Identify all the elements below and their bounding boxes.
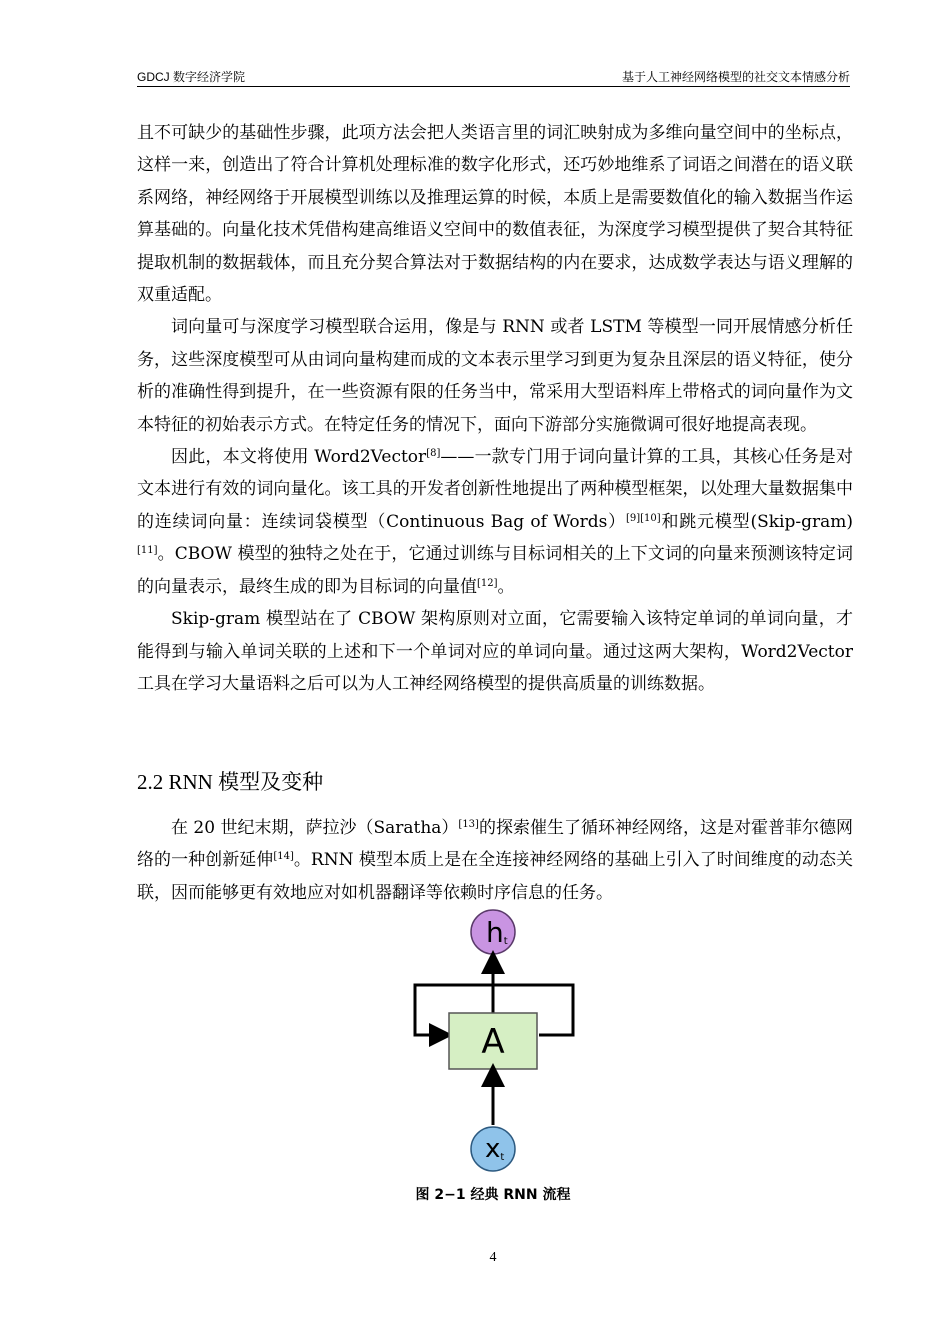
p3-text-b: ——一款专门用于词向量计算的工具，其核心任务是对文本进行有效的词向量化。该工具的开发者创新性地提出了两种模型框架，以处理大量数据集中的连续词向量：连续词袋模型（Continuous Bag of Words） xyxy=(137,447,854,532)
header-right: 基于人工神经网络模型的社交文本情感分析 xyxy=(621,70,850,84)
citation: [9][10] xyxy=(625,512,661,524)
p3-text-e: 。 xyxy=(497,576,515,597)
s-text-c: 。RNN 模型本质上是在全连接神经网络的基础上引入了时间维度的动态关联，因而能够更有效地应对如机器翻译等依赖时序信息的任务。 xyxy=(137,850,854,903)
citation: [11] xyxy=(137,545,158,557)
citation: [14] xyxy=(273,851,294,863)
citation: [8] xyxy=(426,448,441,460)
s-text-a: 在 20 世纪末期，萨拉沙（Saratha） xyxy=(171,818,459,838)
figure-caption: 图 2−1 经典 RNN 流程 xyxy=(415,1187,571,1203)
cell-label: A xyxy=(481,1022,505,1062)
body-text xyxy=(137,117,853,700)
p3-text-c: 和跳元模型(Skip-gram) xyxy=(660,511,853,532)
header-left: GDCJ 数字经济学院 xyxy=(137,70,246,84)
paragraph-4: Skip-gram 模型站在了 CBOW 架构原则对立面，它需要输入该特定单词的单词向量，才能得到与输入单词关联的上述和下一个单词对应的单词向量。通过这两大架构，Word2Vector 工具在学习大量语料之后可以为人工神经网络模型的提供高质量的训练数据。 xyxy=(137,609,853,694)
paragraph-3 xyxy=(137,441,853,603)
citation: [13] xyxy=(458,819,479,830)
s-text-b: 的探索催生了循环神经网络，这是对霍普菲尔德网络的一种创新延伸 xyxy=(137,818,853,871)
page-header xyxy=(137,66,850,87)
section-body xyxy=(137,812,853,909)
input-label: xt xyxy=(485,1134,505,1164)
section-paragraph-1 xyxy=(137,812,853,909)
page-number: 4 xyxy=(489,1250,497,1265)
paragraph-2: 词向量可与深度学习模型联合运用，像是与 RNN 或者 LSTM 等模型一同开展情感分析任务，这些深度模型可从由词向量构建而成的文本表示里学习到更为复杂且深层的语义特征，使分析的准确性得到提升，在一些资源有限的任务当中，常采用大型语料库上带格式的词向量作为文本特征的初始表示方式。在特定任务的情况下，面向下游部分实施微调可很好地提高表现。 xyxy=(137,317,853,435)
rnn-figure xyxy=(405,905,585,1177)
section-heading: 2.2 RNN 模型及变种 xyxy=(137,770,324,794)
output-label: ht xyxy=(486,916,508,949)
paragraph-1: 且不可缺少的基础性步骤，此项方法会把人类语言里的词汇映射成为多维向量空间中的坐标点，这样一来，创造出了符合计算机处理标准的数字化形式，还巧妙地维系了词语之间潜在的语义联系网络，神经网络于开展模型训练以及推理运算的时候，本质上是需要数值化的输入数据当作运算基础的。向量化技术凭借构建高维语义空间中的数值表征，为深度学习模型提供了契合其特征提取机制的数据载体，而且充分契合算法对于数据结构的内在要求，达成数学表达与语义理解的双重适配。 xyxy=(137,123,853,306)
citation: [12] xyxy=(477,577,498,589)
p3-text-a: 因此，本文将使用 Word2Vector xyxy=(171,447,427,468)
rnn-diagram xyxy=(405,905,585,1177)
p3-text-d: 。CBOW 模型的独特之处在于，它通过训练与目标词相关的上下文词的向量来预测该特定词的向量表示，最终生成的即为目标词的向量值 xyxy=(137,544,853,597)
